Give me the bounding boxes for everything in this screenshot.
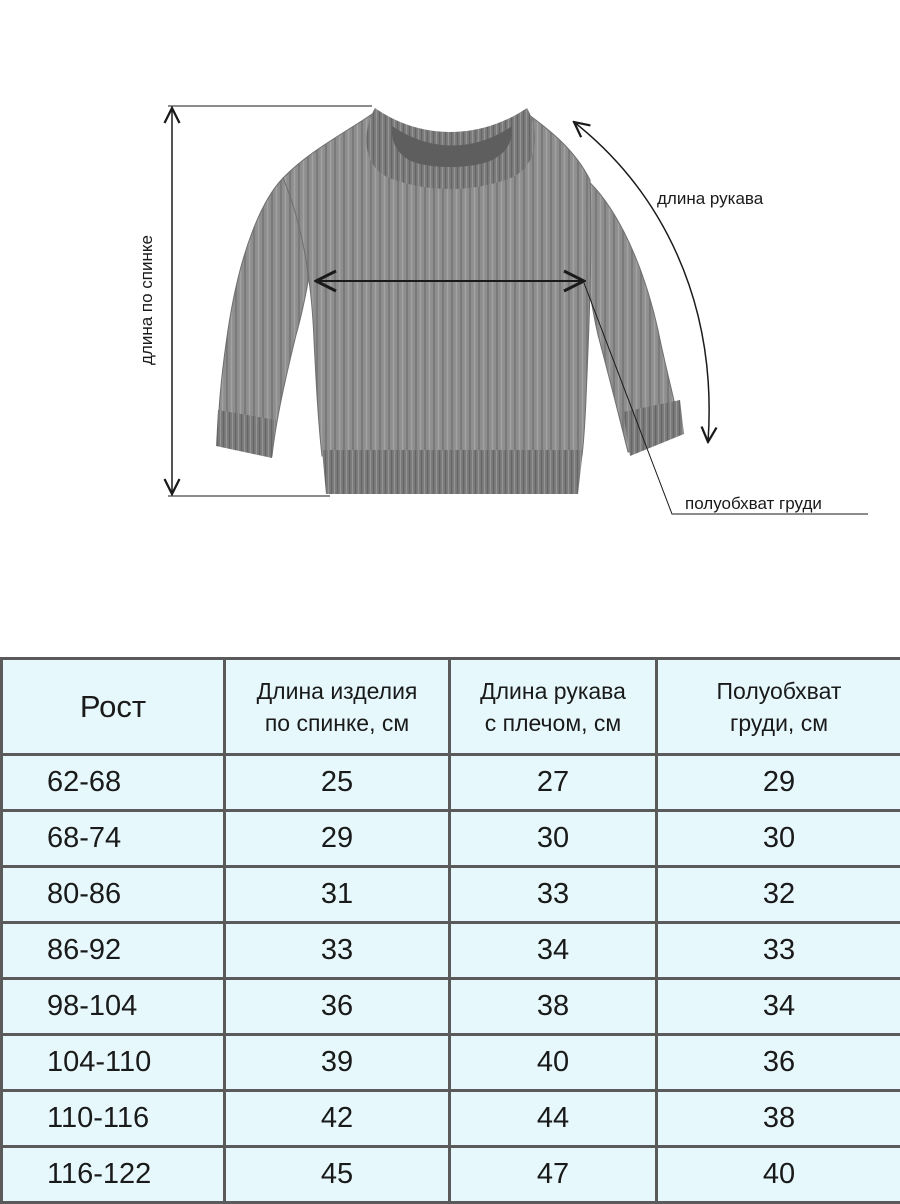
cell-half-chest: 34 [657, 979, 900, 1035]
cell-half-chest: 38 [657, 1091, 900, 1147]
header-half-chest: Полуобхват груди, см [657, 659, 900, 755]
cell-half-chest: 29 [657, 755, 900, 811]
cell-back-length: 29 [225, 811, 450, 867]
cell-back-length: 42 [225, 1091, 450, 1147]
table-row [2, 923, 900, 979]
size-diagram [0, 0, 900, 560]
cell-half-chest: 40 [657, 1147, 900, 1203]
cell-sleeve-length: 27 [450, 755, 657, 811]
cell-sleeve-length: 30 [450, 811, 657, 867]
cell-back-length: 36 [225, 979, 450, 1035]
cell-height: 62-68 [2, 755, 225, 811]
cell-height: 98-104 [2, 979, 225, 1035]
sweater-illustration [216, 108, 684, 494]
half-chest-label: полуобхват груди [685, 494, 822, 514]
cell-height: 116-122 [2, 1147, 225, 1203]
cell-height: 68-74 [2, 811, 225, 867]
size-table [0, 657, 900, 1204]
cell-sleeve-length: 34 [450, 923, 657, 979]
hem-ribbing [322, 450, 583, 494]
sleeve-length-label: длина рукава [657, 189, 763, 209]
cell-half-chest: 36 [657, 1035, 900, 1091]
table-row [2, 1147, 900, 1203]
table-row [2, 1035, 900, 1091]
cell-sleeve-length: 40 [450, 1035, 657, 1091]
back-length-label: длина по спинке [137, 205, 157, 395]
header-height: Рост [2, 659, 225, 755]
cell-back-length: 45 [225, 1147, 450, 1203]
table-row [2, 1091, 900, 1147]
table-row [2, 867, 900, 923]
table-header-row [2, 659, 900, 755]
cell-half-chest: 32 [657, 867, 900, 923]
cell-sleeve-length: 47 [450, 1147, 657, 1203]
cell-back-length: 25 [225, 755, 450, 811]
table-row [2, 979, 900, 1035]
cell-sleeve-length: 33 [450, 867, 657, 923]
table-row [2, 811, 900, 867]
header-sleeve-length: Длина рукава с плечом, см [450, 659, 657, 755]
sweater-diagram-svg [0, 0, 900, 560]
cell-height: 86-92 [2, 923, 225, 979]
table-row [2, 755, 900, 811]
header-back-length: Длина изделия по спинке, см [225, 659, 450, 755]
cell-back-length: 31 [225, 867, 450, 923]
cell-sleeve-length: 38 [450, 979, 657, 1035]
cell-half-chest: 33 [657, 923, 900, 979]
cell-height: 110-116 [2, 1091, 225, 1147]
cell-back-length: 33 [225, 923, 450, 979]
cell-back-length: 39 [225, 1035, 450, 1091]
cell-sleeve-length: 44 [450, 1091, 657, 1147]
cell-height: 80-86 [2, 867, 225, 923]
cell-height: 104-110 [2, 1035, 225, 1091]
cell-half-chest: 30 [657, 811, 900, 867]
